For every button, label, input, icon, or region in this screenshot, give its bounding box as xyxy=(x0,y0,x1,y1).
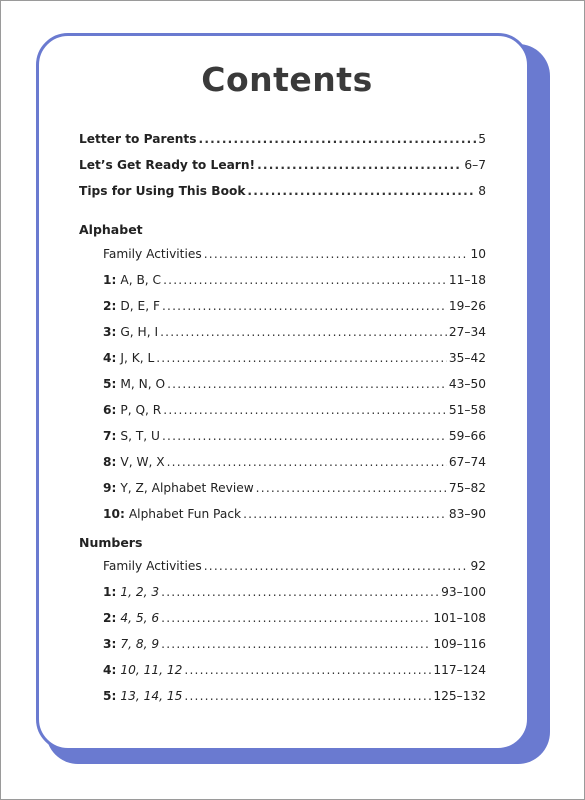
toc-entry-page: 109–116 xyxy=(433,637,486,651)
dot-leader xyxy=(162,298,447,314)
dot-leader xyxy=(204,246,469,262)
dot-leader xyxy=(162,428,447,444)
unit-number: 3: xyxy=(103,325,117,339)
toc-entry-label: Tips for Using This Book xyxy=(79,184,246,198)
dot-leader xyxy=(247,183,476,199)
unit-number: 7: xyxy=(103,429,117,443)
toc-entry-label: 7, 8, 9 xyxy=(120,637,160,651)
toc-entry-alphabet-unit-9[interactable] xyxy=(103,480,486,496)
unit-number: 1: xyxy=(103,273,117,287)
toc-entry-label: Family Activities xyxy=(103,247,202,261)
toc-entry-alphabet-unit-8[interactable] xyxy=(103,454,486,470)
unit-number: 9: xyxy=(103,481,117,495)
toc-entry-label: G, H, I xyxy=(120,325,159,339)
toc-entry-alphabet-unit-2[interactable] xyxy=(103,298,486,314)
toc-entry-page: 51–58 xyxy=(448,403,486,417)
toc-entry-page: 67–74 xyxy=(448,455,486,469)
toc-entry-page: 93–100 xyxy=(441,585,486,599)
unit-number: 4: xyxy=(103,351,117,365)
toc-entry-page: 43–50 xyxy=(448,377,486,391)
toc-entry-label: Family Activities xyxy=(103,559,202,573)
toc-entry-page: 19–26 xyxy=(448,299,486,313)
dot-leader xyxy=(160,324,447,340)
dot-leader xyxy=(243,506,447,522)
dot-leader xyxy=(161,584,439,600)
toc-entry-page: 59–66 xyxy=(448,429,486,443)
toc-entry-page: 35–42 xyxy=(448,351,486,365)
dot-leader xyxy=(163,402,447,418)
toc-entry-label: M, N, O xyxy=(120,377,166,391)
toc-entry-letter-to-parents[interactable] xyxy=(79,131,486,147)
dot-leader xyxy=(199,131,477,147)
toc-entry-alphabet-unit-10[interactable] xyxy=(103,506,486,522)
toc-entry-label: 1, 2, 3 xyxy=(120,585,160,599)
toc-entry-page: 8 xyxy=(478,184,486,198)
toc-entry-page: 125–132 xyxy=(433,689,486,703)
dot-leader xyxy=(163,272,447,288)
unit-number: 5: xyxy=(103,377,117,391)
toc-entry-page: 5 xyxy=(478,132,486,146)
unit-number: 5: xyxy=(103,689,117,703)
toc-entry-page: 27–34 xyxy=(448,325,486,339)
dot-leader xyxy=(257,157,462,173)
toc-entry-page: 10 xyxy=(470,247,486,261)
unit-number: 10: xyxy=(103,507,125,521)
toc-entry-alphabet-unit-4[interactable] xyxy=(103,350,486,366)
unit-number: 1: xyxy=(103,585,117,599)
page-title: Contents xyxy=(201,60,373,99)
dot-leader xyxy=(156,350,447,366)
toc-entry-label: J, K, L xyxy=(120,351,155,365)
toc-entry-page: 11–18 xyxy=(448,273,486,287)
toc-entry-label: 4, 5, 6 xyxy=(120,611,160,625)
toc-entry-label: Let’s Get Ready to Learn! xyxy=(79,158,256,172)
unit-number: 3: xyxy=(103,637,117,651)
unit-number: 2: xyxy=(103,611,117,625)
toc-entry-label: Alphabet Fun Pack xyxy=(128,507,242,521)
toc-entry-numbers-unit-3[interactable] xyxy=(103,636,486,652)
toc-entry-page: 92 xyxy=(470,559,486,573)
dot-leader xyxy=(161,636,431,652)
toc-entry-label: Letter to Parents xyxy=(79,132,197,146)
dot-leader xyxy=(256,480,447,496)
unit-number: 6: xyxy=(103,403,117,417)
toc-entry-numbers-unit-5[interactable] xyxy=(103,688,486,704)
toc-entry-page: 101–108 xyxy=(433,611,486,625)
unit-number: 2: xyxy=(103,299,117,313)
toc-entry-alphabet-unit-7[interactable] xyxy=(103,428,486,444)
section-heading-alphabet: Alphabet xyxy=(79,222,143,237)
toc-entry-label: 10, 11, 12 xyxy=(120,663,183,677)
section-heading-numbers: Numbers xyxy=(79,535,143,550)
toc-entry-numbers-unit-2[interactable] xyxy=(103,610,486,626)
toc-entry-label: Y, Z, Alphabet Review xyxy=(120,481,254,495)
toc-entry-label: P, Q, R xyxy=(120,403,162,417)
toc-entry-page: 75–82 xyxy=(448,481,486,495)
unit-number: 4: xyxy=(103,663,117,677)
toc-entry-alphabet-unit-6[interactable] xyxy=(103,402,486,418)
toc-entry-numbers-family[interactable] xyxy=(103,558,486,574)
toc-entry-label: V, W, X xyxy=(120,455,165,469)
dot-leader xyxy=(161,610,431,626)
toc-entry-page: 83–90 xyxy=(448,507,486,521)
toc-entry-alphabet-unit-3[interactable] xyxy=(103,324,486,340)
toc-entry-alphabet-family[interactable] xyxy=(103,246,486,262)
dot-leader xyxy=(184,662,431,678)
dot-leader xyxy=(167,454,447,470)
toc-entry-alphabet-unit-1[interactable] xyxy=(103,272,486,288)
toc-entry-tips[interactable] xyxy=(79,183,486,199)
toc-entry-label: 13, 14, 15 xyxy=(120,689,183,703)
toc-entry-get-ready[interactable] xyxy=(79,157,486,173)
toc-entry-label: D, E, F xyxy=(120,299,160,313)
toc-entry-label: S, T, U xyxy=(120,429,160,443)
toc-entry-alphabet-unit-5[interactable] xyxy=(103,376,486,392)
toc-entry-page: 117–124 xyxy=(433,663,486,677)
unit-number: 8: xyxy=(103,455,117,469)
toc-entry-numbers-unit-1[interactable] xyxy=(103,584,486,600)
toc-entry-label: A, B, C xyxy=(120,273,162,287)
toc-entry-page: 6–7 xyxy=(464,158,486,172)
dot-leader xyxy=(184,688,431,704)
toc-entry-numbers-unit-4[interactable] xyxy=(103,662,486,678)
dot-leader xyxy=(167,376,447,392)
dot-leader xyxy=(204,558,469,574)
